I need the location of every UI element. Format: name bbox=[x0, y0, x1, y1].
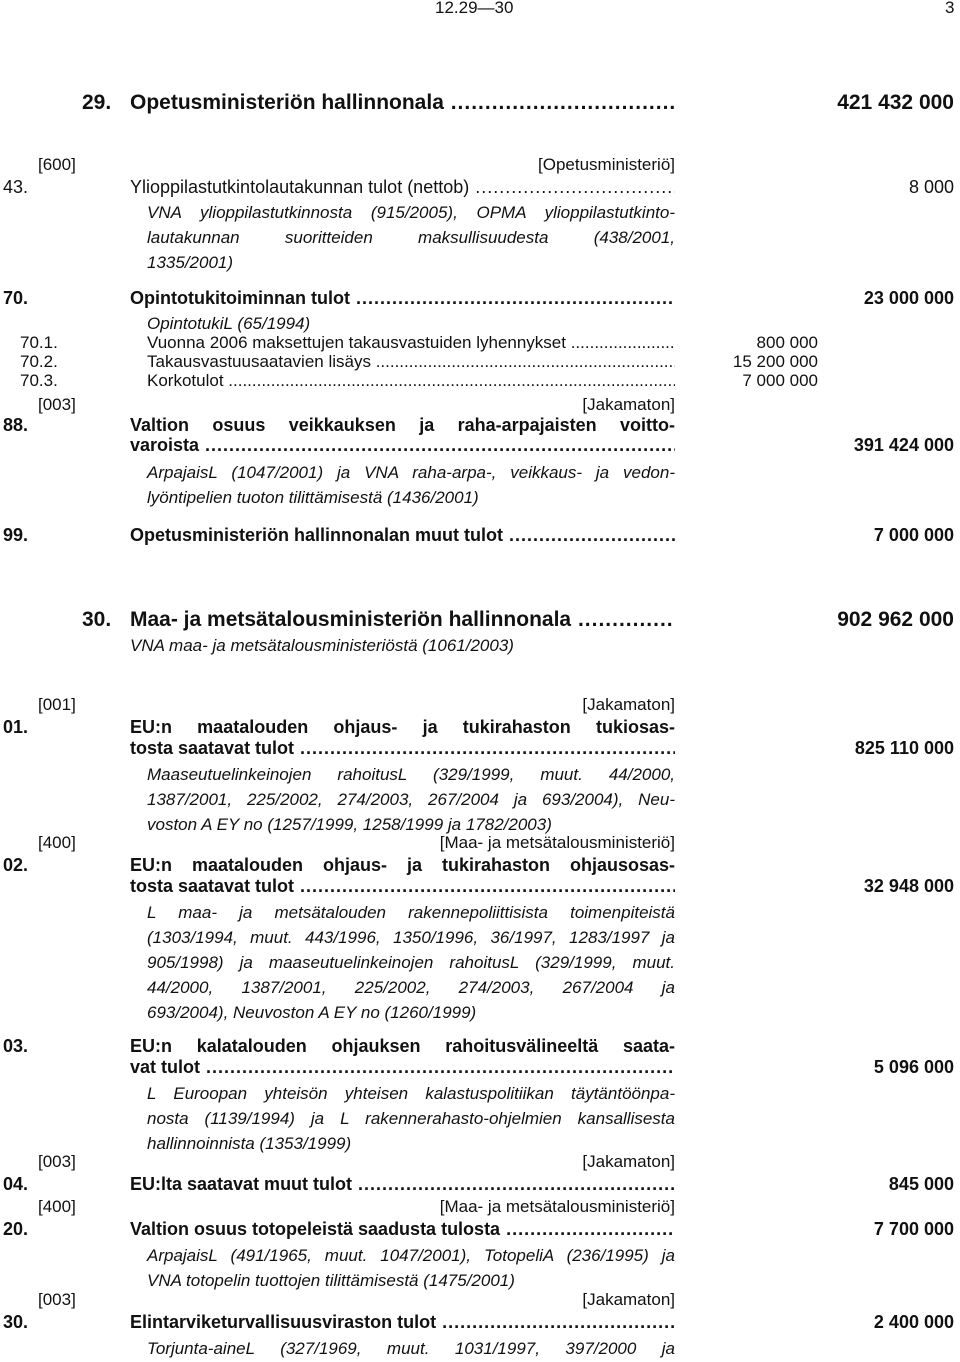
section-number: 29. bbox=[82, 91, 112, 114]
item-number: 99. bbox=[3, 525, 29, 545]
subitem-amount: 7 000 000 bbox=[742, 371, 818, 390]
item-amount: 391 424 000 bbox=[853, 435, 954, 455]
account-code: [003] bbox=[38, 395, 76, 414]
account-code: [003] bbox=[38, 1152, 76, 1171]
account-code: [600] bbox=[38, 155, 76, 174]
item-number: 04. bbox=[3, 1174, 29, 1194]
note-line: lautakunnan suoritteiden maksullisuudesta (438/2001, bbox=[147, 228, 675, 247]
note-line: L maa- ja metsätalouden rakennepoliittisista toimenpiteistä bbox=[147, 903, 675, 922]
note-line: 1387/2001, 225/2002, 274/2003, 267/2004 ja 693/2004), Neu- bbox=[147, 790, 675, 809]
item-amount: 8 000 bbox=[908, 177, 954, 197]
legal-note bbox=[147, 1243, 675, 1293]
subitem-number: 70.1. bbox=[20, 333, 58, 352]
ministry-label: [Jakamaton] bbox=[582, 1290, 675, 1309]
item-title-cont: varoista ..... bbox=[130, 434, 675, 456]
ministry-label: [Jakamaton] bbox=[582, 395, 675, 414]
note-line: VNA totopelin tuottojen tilittämisestä (1475/2001) bbox=[147, 1271, 515, 1290]
note-line: 905/1998) ja maaseutuelinkeinojen rahoitusL (329/1999, muut. bbox=[147, 953, 675, 972]
item-number: 70. bbox=[3, 288, 29, 308]
note-line: Torjunta-aineL (327/1969, muut. 1031/1997, 397/2000 ja bbox=[147, 1339, 675, 1358]
note-line: 1335/2001) bbox=[147, 253, 234, 272]
legal-note bbox=[147, 1081, 675, 1156]
section-title: Opetusministeriön hallinnonala ..... bbox=[130, 90, 675, 116]
subitem-label: Vuonna 2006 maksettujen takausvastuiden lyhennykset ..... bbox=[147, 333, 675, 353]
subitem-amount: 800 000 bbox=[756, 333, 818, 352]
account-code: [001] bbox=[38, 695, 76, 714]
ministry-label: [Jakamaton] bbox=[582, 695, 675, 714]
note-line: ArpajaisL (1047/2001) ja VNA raha-arpa-, veikkaus- ja vedon- bbox=[147, 463, 675, 482]
section-amount: 421 432 000 bbox=[837, 91, 954, 114]
section-amount: 902 962 000 bbox=[837, 608, 954, 631]
note-line: VNA ylioppilastutkinnosta (915/2005), OPMA ylioppilastutkinto- bbox=[147, 203, 675, 222]
item-number: 03. bbox=[3, 1036, 29, 1056]
legal-note bbox=[147, 1336, 675, 1361]
section-title: Maa- ja metsätalousministeriön hallinnonala ..... bbox=[130, 607, 675, 633]
note-line: lyöntipelien tuoton tilittämisestä (1436/2001) bbox=[147, 488, 479, 507]
account-code: [400] bbox=[38, 1197, 76, 1216]
note-line: nosta (1139/1994) ja L rakennerahasto-ohjelmien kansallisesta bbox=[147, 1109, 675, 1128]
item-amount: 32 948 000 bbox=[863, 876, 954, 896]
item-amount: 7 000 000 bbox=[873, 525, 954, 545]
item-number: 20. bbox=[3, 1219, 29, 1239]
item-number: 43. bbox=[3, 177, 29, 197]
note-line: Maaseutuelinkeinojen rahoitusL (329/1999, muut. 44/2000, bbox=[147, 765, 675, 784]
item-title: EU:n maatalouden ohjaus- ja tukirahaston tukiosas- bbox=[130, 717, 675, 737]
note-line: 44/2000, 1387/2001, 225/2002, 274/2003, 267/2004 ja bbox=[147, 978, 675, 997]
subitem-number: 70.2. bbox=[20, 352, 58, 371]
note-line: voston A EY no (1257/1999, 1258/1999 ja 1782/2003) bbox=[147, 815, 552, 834]
account-code: [400] bbox=[38, 833, 76, 852]
note-line: (1303/1994, muut. 443/1996, 1350/1996, 36/1997, 1283/1997 ja bbox=[147, 928, 675, 947]
item-number: 01. bbox=[3, 717, 29, 737]
law-reference: OpintotukiL (65/1994) bbox=[147, 314, 311, 333]
item-title: Valtion osuus veikkauksen ja raha-arpajaisten voitto- bbox=[130, 415, 675, 435]
subitem-amount: 15 200 000 bbox=[732, 352, 818, 371]
item-title: Ylioppilastutkintolautakunnan tulot (nettob) ..... bbox=[130, 176, 675, 198]
item-amount: 23 000 000 bbox=[863, 288, 954, 308]
legal-note bbox=[147, 900, 675, 1025]
item-number: 02. bbox=[3, 855, 29, 875]
item-title: EU:n maatalouden ohjaus- ja tukirahaston ohjausosas- bbox=[130, 855, 675, 875]
item-amount: 845 000 bbox=[888, 1174, 954, 1194]
item-title: EU:lta saatavat muut tulot ..... bbox=[130, 1173, 675, 1195]
item-number: 30. bbox=[3, 1312, 29, 1332]
section-number: 30. bbox=[82, 608, 112, 631]
item-title: Opintotukitoiminnan tulot ..... bbox=[130, 287, 675, 309]
legal-note: VNA maa- ja metsätalousministeriöstä (1061/2003) bbox=[130, 636, 514, 655]
note-line: ArpajaisL (491/1965, muut. 1047/2001), TotopeliA (236/1995) ja bbox=[147, 1246, 675, 1265]
subitem-number: 70.3. bbox=[20, 371, 58, 390]
legal-note bbox=[147, 200, 675, 275]
item-number: 88. bbox=[3, 415, 29, 435]
subitem-label: Korkotulot ..... bbox=[147, 371, 675, 391]
subitem-label: Takausvastuusaatavien lisäys ..... bbox=[147, 352, 675, 372]
item-title: Elintarviketurvallisuusviraston tulot ..... bbox=[130, 1311, 675, 1333]
item-amount: 2 400 000 bbox=[873, 1312, 954, 1332]
page-range: 12.29—30 bbox=[435, 0, 514, 17]
legal-note bbox=[147, 460, 675, 510]
ministry-label: [Opetusministeriö] bbox=[538, 155, 675, 174]
note-line: hallinnoinnista (1353/1999) bbox=[147, 1134, 352, 1153]
item-title: Valtion osuus totopeleistä saadusta tulosta ..... bbox=[130, 1218, 675, 1240]
ministry-label: [Maa- ja metsätalousministeriö] bbox=[439, 833, 675, 852]
item-title: Opetusministeriön hallinnonalan muut tulot ..... bbox=[130, 524, 675, 546]
page-number: 3 bbox=[945, 0, 955, 17]
note-line: L Euroopan yhteisön yhteisen kalastuspolitiikan täytäntöönpa- bbox=[147, 1084, 675, 1103]
item-title-cont: tosta saatavat tulot ..... bbox=[130, 737, 675, 759]
item-amount: 5 096 000 bbox=[873, 1057, 954, 1077]
item-title-cont: vat tulot ..... bbox=[130, 1056, 675, 1078]
item-amount: 7 700 000 bbox=[873, 1219, 954, 1239]
note-line: 693/2004), Neuvoston A EY no (1260/1999) bbox=[147, 1003, 477, 1022]
ministry-label: [Jakamaton] bbox=[582, 1152, 675, 1171]
item-title: EU:n kalatalouden ohjauksen rahoitusvälineeltä saata- bbox=[130, 1036, 675, 1056]
account-code: [003] bbox=[38, 1290, 76, 1309]
legal-note bbox=[147, 762, 675, 837]
ministry-label: [Maa- ja metsätalousministeriö] bbox=[439, 1197, 675, 1216]
item-title-cont: tosta saatavat tulot ..... bbox=[130, 875, 675, 897]
item-amount: 825 110 000 bbox=[854, 738, 954, 758]
